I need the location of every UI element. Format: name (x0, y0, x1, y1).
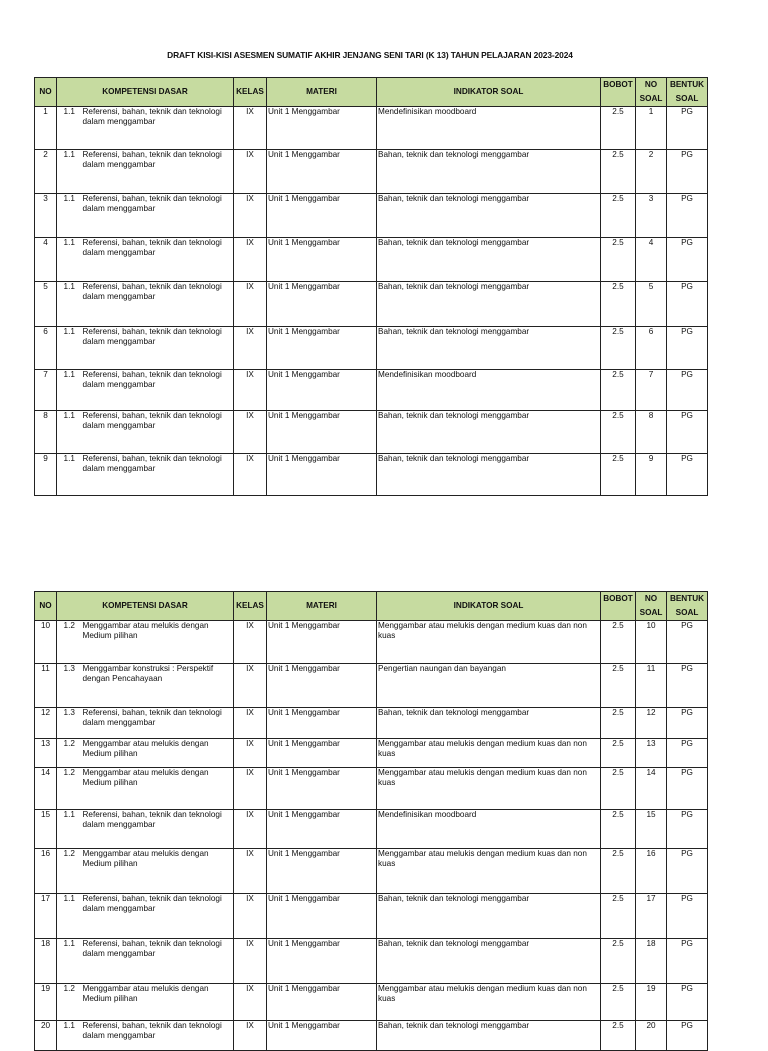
kd-code: 1.1 (57, 894, 82, 939)
indikator-soal-cell: Bahan, teknik dan teknologi menggambar (377, 894, 601, 939)
row-number: 3 (35, 194, 57, 238)
indikator-soal-cell: Bahan, teknik dan teknologi menggambar (377, 411, 601, 454)
indikator-soal-cell: Menggambar atau melukis dengan medium kuas dan non kuas (377, 739, 601, 768)
header-kompetensi-dasar: KOMPETENSI DASAR (57, 78, 234, 107)
table-header-row (35, 592, 708, 621)
bentuk-soal-cell: PG (667, 664, 708, 708)
header-kelas: KELAS (234, 78, 267, 107)
bentuk-soal-cell: PG (667, 107, 708, 150)
kd-code: 1.1 (57, 939, 82, 984)
bentuk-soal-cell: PG (667, 238, 708, 282)
no-soal-cell: 18 (636, 939, 667, 984)
kd-code: 1.1 (57, 282, 82, 327)
no-soal-cell: 16 (636, 849, 667, 894)
materi-cell: Unit 1 Menggambar (267, 664, 377, 708)
materi-cell: Unit 1 Menggambar (267, 150, 377, 194)
kompetensi-dasar-text: Referensi, bahan, teknik dan teknologi dalam menggambar (82, 327, 234, 370)
kelas-cell: IX (234, 708, 267, 739)
kd-code: 1.2 (57, 621, 82, 664)
indikator-soal-cell: Menggambar atau melukis dengan medium kuas dan non kuas (377, 768, 601, 810)
kd-code: 1.3 (57, 708, 82, 739)
kelas-cell: IX (234, 768, 267, 810)
kelas-cell: IX (234, 370, 267, 411)
row-number: 15 (35, 810, 57, 849)
indikator-soal-cell: Bahan, teknik dan teknologi menggambar (377, 939, 601, 984)
kisi-kisi-table-1 (34, 77, 708, 496)
header-kelas: KELAS (234, 592, 267, 621)
bobot-cell: 2.5 (601, 939, 636, 984)
table-row (35, 238, 708, 282)
kompetensi-dasar-text: Menggambar atau melukis dengan Medium pilihan (82, 984, 234, 1021)
no-soal-cell: 2 (636, 150, 667, 194)
row-number: 11 (35, 664, 57, 708)
materi-cell: Unit 1 Menggambar (267, 327, 377, 370)
materi-cell: Unit 1 Menggambar (267, 849, 377, 894)
kompetensi-dasar-text: Referensi, bahan, teknik dan teknologi dalam menggambar (82, 107, 234, 150)
indikator-soal-cell: Bahan, teknik dan teknologi menggambar (377, 708, 601, 739)
table-row (35, 664, 708, 708)
bentuk-soal-cell: PG (667, 739, 708, 768)
no-soal-cell: 17 (636, 894, 667, 939)
no-soal-cell: 12 (636, 708, 667, 739)
kompetensi-dasar-text: Referensi, bahan, teknik dan teknologi dalam menggambar (82, 810, 234, 849)
kelas-cell: IX (234, 107, 267, 150)
header-indikator-soal: INDIKATOR SOAL (377, 78, 601, 107)
row-number: 13 (35, 739, 57, 768)
indikator-soal-cell: Bahan, teknik dan teknologi menggambar (377, 1021, 601, 1051)
kompetensi-dasar-text: Referensi, bahan, teknik dan teknologi dalam menggambar (82, 411, 234, 454)
indikator-soal-cell: Menggambar atau melukis dengan medium kuas dan non kuas (377, 849, 601, 894)
row-number: 12 (35, 708, 57, 739)
bentuk-soal-cell: PG (667, 194, 708, 238)
header-bobot: BOBOT (601, 592, 636, 621)
table-row (35, 282, 708, 327)
row-number: 4 (35, 238, 57, 282)
table-row (35, 1021, 708, 1051)
row-number: 19 (35, 984, 57, 1021)
kd-code: 1.1 (57, 194, 82, 238)
kd-code: 1.1 (57, 150, 82, 194)
kelas-cell: IX (234, 411, 267, 454)
no-soal-cell: 9 (636, 454, 667, 496)
kd-code: 1.2 (57, 739, 82, 768)
materi-cell: Unit 1 Menggambar (267, 194, 377, 238)
bobot-cell: 2.5 (601, 411, 636, 454)
no-soal-cell: 10 (636, 621, 667, 664)
kompetensi-dasar-text: Menggambar atau melukis dengan Medium pilihan (82, 849, 234, 894)
kd-code: 1.1 (57, 810, 82, 849)
indikator-soal-cell: Bahan, teknik dan teknologi menggambar (377, 150, 601, 194)
kelas-cell: IX (234, 939, 267, 984)
bentuk-soal-cell: PG (667, 768, 708, 810)
bobot-cell: 2.5 (601, 849, 636, 894)
bobot-cell: 2.5 (601, 664, 636, 708)
table-row (35, 327, 708, 370)
kelas-cell: IX (234, 282, 267, 327)
bentuk-soal-cell: PG (667, 810, 708, 849)
table-row (35, 370, 708, 411)
table-row (35, 411, 708, 454)
kd-code: 1.1 (57, 370, 82, 411)
kompetensi-dasar-text: Referensi, bahan, teknik dan teknologi dalam menggambar (82, 939, 234, 984)
bentuk-soal-cell: PG (667, 894, 708, 939)
table-row (35, 194, 708, 238)
no-soal-cell: 1 (636, 107, 667, 150)
kompetensi-dasar-text: Menggambar atau melukis dengan Medium pilihan (82, 768, 234, 810)
materi-cell: Unit 1 Menggambar (267, 810, 377, 849)
row-number: 5 (35, 282, 57, 327)
bobot-cell: 2.5 (601, 150, 636, 194)
bentuk-soal-cell: PG (667, 411, 708, 454)
kelas-cell: IX (234, 849, 267, 894)
kelas-cell: IX (234, 1021, 267, 1051)
kompetensi-dasar-text: Menggambar atau melukis dengan Medium pilihan (82, 739, 234, 768)
kd-code: 1.2 (57, 984, 82, 1021)
bobot-cell: 2.5 (601, 327, 636, 370)
header-bentuk-soal: BENTUK SOAL (667, 78, 708, 107)
bentuk-soal-cell: PG (667, 708, 708, 739)
materi-cell: Unit 1 Menggambar (267, 708, 377, 739)
bobot-cell: 2.5 (601, 454, 636, 496)
no-soal-cell: 13 (636, 739, 667, 768)
bentuk-soal-cell: PG (667, 984, 708, 1021)
indikator-soal-cell: Mendefinisikan moodboard (377, 107, 601, 150)
bentuk-soal-cell: PG (667, 327, 708, 370)
header-bobot: BOBOT (601, 78, 636, 107)
bobot-cell: 2.5 (601, 708, 636, 739)
row-number: 7 (35, 370, 57, 411)
kelas-cell: IX (234, 454, 267, 496)
kelas-cell: IX (234, 810, 267, 849)
bentuk-soal-cell: PG (667, 621, 708, 664)
bobot-cell: 2.5 (601, 621, 636, 664)
kelas-cell: IX (234, 621, 267, 664)
row-number: 14 (35, 768, 57, 810)
bobot-cell: 2.5 (601, 238, 636, 282)
kisi-kisi-table-2 (34, 591, 708, 1051)
table-row (35, 849, 708, 894)
no-soal-cell: 20 (636, 1021, 667, 1051)
kompetensi-dasar-text: Referensi, bahan, teknik dan teknologi dalam menggambar (82, 454, 234, 496)
header-indikator-soal: INDIKATOR SOAL (377, 592, 601, 621)
kelas-cell: IX (234, 194, 267, 238)
row-number: 8 (35, 411, 57, 454)
table-row (35, 894, 708, 939)
table-header-row (35, 78, 708, 107)
bobot-cell: 2.5 (601, 282, 636, 327)
materi-cell: Unit 1 Menggambar (267, 894, 377, 939)
indikator-soal-cell: Bahan, teknik dan teknologi menggambar (377, 282, 601, 327)
kompetensi-dasar-text: Referensi, bahan, teknik dan teknologi dalam menggambar (82, 708, 234, 739)
kompetensi-dasar-text: Referensi, bahan, teknik dan teknologi dalam menggambar (82, 282, 234, 327)
kelas-cell: IX (234, 327, 267, 370)
indikator-soal-cell: Pengertian naungan dan bayangan (377, 664, 601, 708)
kd-code: 1.1 (57, 238, 82, 282)
table-row (35, 708, 708, 739)
materi-cell: Unit 1 Menggambar (267, 739, 377, 768)
indikator-soal-cell: Menggambar atau melukis dengan medium kuas dan non kuas (377, 621, 601, 664)
no-soal-cell: 15 (636, 810, 667, 849)
materi-cell: Unit 1 Menggambar (267, 939, 377, 984)
materi-cell: Unit 1 Menggambar (267, 768, 377, 810)
kd-code: 1.1 (57, 107, 82, 150)
kelas-cell: IX (234, 150, 267, 194)
header-kompetensi-dasar: KOMPETENSI DASAR (57, 592, 234, 621)
kompetensi-dasar-text: Referensi, bahan, teknik dan teknologi dalam menggambar (82, 194, 234, 238)
row-number: 1 (35, 107, 57, 150)
header-no: NO (35, 592, 57, 621)
page-title: DRAFT KISI-KISI ASESMEN SUMATIF AKHIR JENJANG SENI TARI (K 13) TAHUN PELAJARAN 2023-2024 (167, 50, 573, 60)
kd-code: 1.2 (57, 849, 82, 894)
table-row (35, 150, 708, 194)
kompetensi-dasar-text: Referensi, bahan, teknik dan teknologi dalam menggambar (82, 1021, 234, 1051)
bobot-cell: 2.5 (601, 810, 636, 849)
table-row (35, 939, 708, 984)
row-number: 17 (35, 894, 57, 939)
kompetensi-dasar-text: Referensi, bahan, teknik dan teknologi dalam menggambar (82, 894, 234, 939)
materi-cell: Unit 1 Menggambar (267, 370, 377, 411)
kompetensi-dasar-text: Menggambar atau melukis dengan Medium pilihan (82, 621, 234, 664)
bentuk-soal-cell: PG (667, 282, 708, 327)
table-row (35, 621, 708, 664)
header-materi: MATERI (267, 592, 377, 621)
header-no-soal: NO SOAL (636, 78, 667, 107)
no-soal-cell: 19 (636, 984, 667, 1021)
materi-cell: Unit 1 Menggambar (267, 282, 377, 327)
no-soal-cell: 8 (636, 411, 667, 454)
indikator-soal-cell: Bahan, teknik dan teknologi menggambar (377, 238, 601, 282)
kd-code: 1.1 (57, 411, 82, 454)
materi-cell: Unit 1 Menggambar (267, 454, 377, 496)
bentuk-soal-cell: PG (667, 939, 708, 984)
header-materi: MATERI (267, 78, 377, 107)
kompetensi-dasar-text: Referensi, bahan, teknik dan teknologi dalam menggambar (82, 150, 234, 194)
bobot-cell: 2.5 (601, 194, 636, 238)
no-soal-cell: 5 (636, 282, 667, 327)
materi-cell: Unit 1 Menggambar (267, 238, 377, 282)
materi-cell: Unit 1 Menggambar (267, 621, 377, 664)
kelas-cell: IX (234, 984, 267, 1021)
materi-cell: Unit 1 Menggambar (267, 107, 377, 150)
header-bentuk-soal: BENTUK SOAL (667, 592, 708, 621)
no-soal-cell: 7 (636, 370, 667, 411)
no-soal-cell: 14 (636, 768, 667, 810)
bobot-cell: 2.5 (601, 894, 636, 939)
kd-code: 1.1 (57, 454, 82, 496)
materi-cell: Unit 1 Menggambar (267, 984, 377, 1021)
kd-code: 1.3 (57, 664, 82, 708)
no-soal-cell: 11 (636, 664, 667, 708)
indikator-soal-cell: Bahan, teknik dan teknologi menggambar (377, 194, 601, 238)
kompetensi-dasar-text: Menggambar konstruksi : Perspektif dengan Pencahayaan (82, 664, 234, 708)
table-row (35, 810, 708, 849)
table-row (35, 739, 708, 768)
kelas-cell: IX (234, 664, 267, 708)
bentuk-soal-cell: PG (667, 1021, 708, 1051)
header-no: NO (35, 78, 57, 107)
bobot-cell: 2.5 (601, 768, 636, 810)
materi-cell: Unit 1 Menggambar (267, 1021, 377, 1051)
table-row (35, 984, 708, 1021)
no-soal-cell: 3 (636, 194, 667, 238)
kompetensi-dasar-text: Referensi, bahan, teknik dan teknologi dalam menggambar (82, 370, 234, 411)
no-soal-cell: 6 (636, 327, 667, 370)
bobot-cell: 2.5 (601, 107, 636, 150)
table-row (35, 107, 708, 150)
row-number: 6 (35, 327, 57, 370)
no-soal-cell: 4 (636, 238, 667, 282)
kd-code: 1.1 (57, 327, 82, 370)
bentuk-soal-cell: PG (667, 150, 708, 194)
row-number: 2 (35, 150, 57, 194)
row-number: 18 (35, 939, 57, 984)
kd-code: 1.2 (57, 768, 82, 810)
indikator-soal-cell: Menggambar atau melukis dengan medium kuas dan non kuas (377, 984, 601, 1021)
bobot-cell: 2.5 (601, 1021, 636, 1051)
indikator-soal-cell: Mendefinisikan moodboard (377, 810, 601, 849)
bobot-cell: 2.5 (601, 984, 636, 1021)
kelas-cell: IX (234, 894, 267, 939)
kelas-cell: IX (234, 238, 267, 282)
indikator-soal-cell: Bahan, teknik dan teknologi menggambar (377, 327, 601, 370)
kd-code: 1.1 (57, 1021, 82, 1051)
bentuk-soal-cell: PG (667, 849, 708, 894)
table-row (35, 454, 708, 496)
kelas-cell: IX (234, 739, 267, 768)
bobot-cell: 2.5 (601, 739, 636, 768)
table-row (35, 768, 708, 810)
bobot-cell: 2.5 (601, 370, 636, 411)
kompetensi-dasar-text: Referensi, bahan, teknik dan teknologi dalam menggambar (82, 238, 234, 282)
row-number: 10 (35, 621, 57, 664)
materi-cell: Unit 1 Menggambar (267, 411, 377, 454)
bentuk-soal-cell: PG (667, 454, 708, 496)
header-no-soal: NO SOAL (636, 592, 667, 621)
indikator-soal-cell: Mendefinisikan moodboard (377, 370, 601, 411)
indikator-soal-cell: Bahan, teknik dan teknologi menggambar (377, 454, 601, 496)
bentuk-soal-cell: PG (667, 370, 708, 411)
row-number: 9 (35, 454, 57, 496)
row-number: 20 (35, 1021, 57, 1051)
row-number: 16 (35, 849, 57, 894)
